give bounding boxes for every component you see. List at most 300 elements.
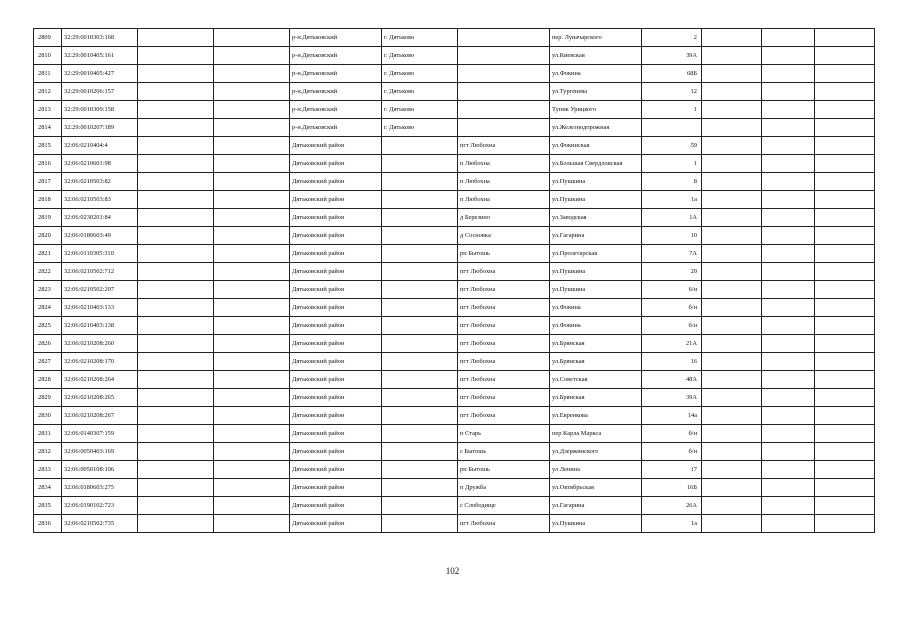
house-number-cell: 20 <box>642 263 702 281</box>
empty-cell <box>702 299 762 317</box>
empty-cell <box>702 479 762 497</box>
empty-cell <box>815 173 875 191</box>
cadastral-number-cell: 32:29:0010405:161 <box>62 47 138 65</box>
settlement-cell: пгт Любохна <box>458 335 550 353</box>
empty-cell <box>214 281 290 299</box>
district-cell: Дятьковский район <box>290 371 382 389</box>
empty-cell <box>762 227 815 245</box>
cadastral-number-cell: 32:06:0210503:82 <box>62 173 138 191</box>
table-row <box>34 263 875 281</box>
house-number-cell: 59 <box>642 137 702 155</box>
empty-cell <box>762 281 815 299</box>
house-number-cell: б/н <box>642 425 702 443</box>
empty-cell <box>214 497 290 515</box>
empty-cell <box>815 497 875 515</box>
empty-cell <box>138 47 214 65</box>
cadastral-number-cell: 32:06:0210403:133 <box>62 299 138 317</box>
city-cell <box>382 263 458 281</box>
empty-cell <box>138 497 214 515</box>
settlement-cell <box>458 101 550 119</box>
empty-cell <box>815 353 875 371</box>
empty-cell <box>214 47 290 65</box>
empty-cell <box>815 317 875 335</box>
city-cell <box>382 245 458 263</box>
empty-cell <box>214 317 290 335</box>
street-cell: ул.Заводская <box>550 209 642 227</box>
empty-cell <box>214 173 290 191</box>
house-number-cell: 1 <box>642 101 702 119</box>
city-cell <box>382 173 458 191</box>
table-row <box>34 479 875 497</box>
cadastral-number-cell: 32:06:0210502:712 <box>62 263 138 281</box>
table-row <box>34 281 875 299</box>
city-cell <box>382 443 458 461</box>
empty-cell <box>762 497 815 515</box>
street-cell: Тупик Урицкого <box>550 101 642 119</box>
empty-cell <box>702 119 762 137</box>
city-cell: г. Дятьково <box>382 119 458 137</box>
row-number-cell: 2819 <box>34 209 62 227</box>
row-number-cell: 2830 <box>34 407 62 425</box>
cadastral-number-cell: 32:06:0210403:138 <box>62 317 138 335</box>
cadastral-number-cell: 32:06:0210208:264 <box>62 371 138 389</box>
city-cell: г. Дятьково <box>382 29 458 47</box>
empty-cell <box>214 299 290 317</box>
cadastral-number-cell: 32:06:0210601:98 <box>62 155 138 173</box>
empty-cell <box>762 119 815 137</box>
table-row <box>34 245 875 263</box>
empty-cell <box>214 29 290 47</box>
table-row <box>34 83 875 101</box>
row-number-cell: 2836 <box>34 515 62 533</box>
street-cell: пер Карла Маркса <box>550 425 642 443</box>
empty-cell <box>138 65 214 83</box>
house-number-cell <box>642 119 702 137</box>
empty-cell <box>762 65 815 83</box>
empty-cell <box>762 443 815 461</box>
empty-cell <box>138 281 214 299</box>
street-cell: ул.Тургенева <box>550 83 642 101</box>
district-cell: Дятьковский район <box>290 407 382 425</box>
empty-cell <box>138 83 214 101</box>
house-number-cell: 16 <box>642 353 702 371</box>
cadastral-number-cell: 32:06:0180603:49 <box>62 227 138 245</box>
empty-cell <box>815 191 875 209</box>
empty-cell <box>702 245 762 263</box>
city-cell <box>382 515 458 533</box>
district-cell: Дятьковский район <box>290 497 382 515</box>
empty-cell <box>214 101 290 119</box>
house-number-cell: б/н <box>642 299 702 317</box>
empty-cell <box>702 263 762 281</box>
settlement-cell: пгт Любохна <box>458 317 550 335</box>
city-cell <box>382 479 458 497</box>
table-row <box>34 443 875 461</box>
street-cell: ул.Большая Свердловская <box>550 155 642 173</box>
cadastral-number-cell: 32:06:0210502:207 <box>62 281 138 299</box>
table-row <box>34 101 875 119</box>
district-cell: Дятьковский район <box>290 245 382 263</box>
settlement-cell: п Любохна <box>458 191 550 209</box>
empty-cell <box>138 209 214 227</box>
empty-cell <box>815 515 875 533</box>
settlement-cell: п Старь <box>458 425 550 443</box>
district-cell: Дятьковский район <box>290 191 382 209</box>
street-cell: ул.Пушкина <box>550 263 642 281</box>
cadastral-number-cell: 32:06:0210208:170 <box>62 353 138 371</box>
settlement-cell: пгт Любохна <box>458 353 550 371</box>
row-number-cell: 2827 <box>34 353 62 371</box>
empty-cell <box>762 209 815 227</box>
table-row <box>34 515 875 533</box>
district-cell: Дятьковский район <box>290 317 382 335</box>
district-cell: Дятьковский район <box>290 515 382 533</box>
street-cell: ул.Октябрьская <box>550 479 642 497</box>
cadastral-number-cell: 32:06:0050108:106 <box>62 461 138 479</box>
district-cell: Дятьковский район <box>290 209 382 227</box>
empty-cell <box>815 281 875 299</box>
empty-cell <box>702 425 762 443</box>
empty-cell <box>702 83 762 101</box>
house-number-cell: 1А <box>642 209 702 227</box>
settlement-cell: пгт Любохна <box>458 389 550 407</box>
settlement-cell: пгт Любохна <box>458 515 550 533</box>
cadastral-number-cell: 32:06:0140307:159 <box>62 425 138 443</box>
empty-cell <box>214 263 290 281</box>
table-row <box>34 299 875 317</box>
empty-cell <box>815 299 875 317</box>
empty-cell <box>762 137 815 155</box>
empty-cell <box>762 479 815 497</box>
cadastral-number-cell: 32:06:0210503:83 <box>62 191 138 209</box>
empty-cell <box>702 29 762 47</box>
cadastral-number-cell: 32:06:0110305:310 <box>62 245 138 263</box>
empty-cell <box>702 65 762 83</box>
city-cell <box>382 335 458 353</box>
settlement-cell <box>458 29 550 47</box>
street-cell: ул.Пушкина <box>550 191 642 209</box>
city-cell <box>382 317 458 335</box>
city-cell <box>382 209 458 227</box>
city-cell <box>382 425 458 443</box>
city-cell: г. Дятьково <box>382 47 458 65</box>
city-cell <box>382 137 458 155</box>
empty-cell <box>762 371 815 389</box>
table-row <box>34 29 875 47</box>
empty-cell <box>214 353 290 371</box>
empty-cell <box>214 407 290 425</box>
cadastral-number-cell: 32:06:0050403:169 <box>62 443 138 461</box>
district-cell: р-н.Дятьковский <box>290 83 382 101</box>
house-number-cell: 16Б <box>642 479 702 497</box>
cadastral-number-cell: 32:06:0210208:265 <box>62 389 138 407</box>
table-row <box>34 119 875 137</box>
empty-cell <box>815 83 875 101</box>
city-cell <box>382 281 458 299</box>
empty-cell <box>214 155 290 173</box>
cadastral-number-cell: 32:29:0010206:157 <box>62 83 138 101</box>
empty-cell <box>762 389 815 407</box>
empty-cell <box>214 209 290 227</box>
empty-cell <box>214 65 290 83</box>
cadastral-number-cell: 32:06:0210404:4 <box>62 137 138 155</box>
empty-cell <box>702 173 762 191</box>
empty-cell <box>702 443 762 461</box>
empty-cell <box>138 515 214 533</box>
empty-cell <box>815 479 875 497</box>
empty-cell <box>138 245 214 263</box>
street-cell: ул.Евренкова <box>550 407 642 425</box>
city-cell <box>382 191 458 209</box>
empty-cell <box>138 335 214 353</box>
empty-cell <box>138 317 214 335</box>
empty-cell <box>138 137 214 155</box>
empty-cell <box>815 335 875 353</box>
district-cell: Дятьковский район <box>290 443 382 461</box>
cadastral-number-cell: 32:06:0210502:735 <box>62 515 138 533</box>
row-number-cell: 2825 <box>34 317 62 335</box>
street-cell: ул.Пушкина <box>550 173 642 191</box>
empty-cell <box>214 245 290 263</box>
empty-cell <box>702 497 762 515</box>
empty-cell <box>815 155 875 173</box>
district-cell: Дятьковский район <box>290 173 382 191</box>
district-cell: Дятьковский район <box>290 137 382 155</box>
district-cell: Дятьковский район <box>290 299 382 317</box>
empty-cell <box>214 119 290 137</box>
house-number-cell: 10 <box>642 227 702 245</box>
empty-cell <box>214 425 290 443</box>
house-number-cell: 14а <box>642 407 702 425</box>
registry-table-body <box>34 29 875 533</box>
empty-cell <box>762 173 815 191</box>
empty-cell <box>138 407 214 425</box>
district-cell: Дятьковский район <box>290 353 382 371</box>
street-cell: ул.Советская <box>550 371 642 389</box>
district-cell: Дятьковский район <box>290 263 382 281</box>
house-number-cell: 26А <box>642 497 702 515</box>
empty-cell <box>214 461 290 479</box>
district-cell: Дятьковский район <box>290 281 382 299</box>
table-row <box>34 407 875 425</box>
district-cell: р-н.Дятьковский <box>290 65 382 83</box>
house-number-cell: 21А <box>642 335 702 353</box>
district-cell: р-н.Дятьковский <box>290 119 382 137</box>
street-cell: ул.Дзержинского <box>550 443 642 461</box>
row-number-cell: 2812 <box>34 83 62 101</box>
empty-cell <box>702 281 762 299</box>
empty-cell <box>214 479 290 497</box>
empty-cell <box>138 155 214 173</box>
house-number-cell: 6/н <box>642 281 702 299</box>
registry-table <box>33 28 875 533</box>
empty-cell <box>702 407 762 425</box>
empty-cell <box>702 389 762 407</box>
empty-cell <box>815 101 875 119</box>
row-number-cell: 2816 <box>34 155 62 173</box>
table-row <box>34 173 875 191</box>
street-cell: ул Ленина <box>550 461 642 479</box>
empty-cell <box>702 137 762 155</box>
empty-cell <box>138 173 214 191</box>
street-cell: ул.Брянская <box>550 353 642 371</box>
empty-cell <box>762 299 815 317</box>
street-cell: ул.Гагарина <box>550 497 642 515</box>
row-number-cell: 2832 <box>34 443 62 461</box>
empty-cell <box>702 101 762 119</box>
settlement-cell <box>458 119 550 137</box>
page-number: 102 <box>445 566 460 576</box>
district-cell: Дятьковский район <box>290 425 382 443</box>
cadastral-number-cell: 32:29:0010405:427 <box>62 65 138 83</box>
settlement-cell: п Дружба <box>458 479 550 497</box>
street-cell: ул.Брянская <box>550 389 642 407</box>
empty-cell <box>815 263 875 281</box>
settlement-cell: с Бытошь <box>458 443 550 461</box>
empty-cell <box>702 515 762 533</box>
settlement-cell: пгт Любохна <box>458 281 550 299</box>
settlement-cell: пгт Любохна <box>458 407 550 425</box>
row-number-cell: 2820 <box>34 227 62 245</box>
row-number-cell: 2813 <box>34 101 62 119</box>
row-number-cell: 2811 <box>34 65 62 83</box>
row-number-cell: 2815 <box>34 137 62 155</box>
street-cell: ул.Пушкина <box>550 515 642 533</box>
row-number-cell: 2809 <box>34 29 62 47</box>
table-row <box>34 353 875 371</box>
street-cell: ул.Фокинская <box>550 137 642 155</box>
empty-cell <box>702 371 762 389</box>
city-cell: г. Дятьково <box>382 83 458 101</box>
empty-cell <box>214 335 290 353</box>
empty-cell <box>138 101 214 119</box>
empty-cell <box>815 461 875 479</box>
cadastral-number-cell: 32:29:0010207:189 <box>62 119 138 137</box>
empty-cell <box>815 245 875 263</box>
table-row <box>34 137 875 155</box>
empty-cell <box>138 227 214 245</box>
row-number-cell: 2828 <box>34 371 62 389</box>
settlement-cell: рп Бытошь <box>458 461 550 479</box>
empty-cell <box>214 389 290 407</box>
city-cell <box>382 155 458 173</box>
settlement-cell <box>458 65 550 83</box>
empty-cell <box>702 155 762 173</box>
district-cell: Дятьковский район <box>290 461 382 479</box>
empty-cell <box>702 461 762 479</box>
street-cell: ул.Брянская <box>550 335 642 353</box>
table-row <box>34 461 875 479</box>
table-row <box>34 371 875 389</box>
empty-cell <box>138 371 214 389</box>
cadastral-number-cell: 32:06:0210208:267 <box>62 407 138 425</box>
house-number-cell: 1а <box>642 515 702 533</box>
cadastral-number-cell: 32:06:0180603:275 <box>62 479 138 497</box>
street-cell: ул.Фокина <box>550 317 642 335</box>
city-cell <box>382 299 458 317</box>
house-number-cell: б/н <box>642 443 702 461</box>
empty-cell <box>702 191 762 209</box>
table-row <box>34 317 875 335</box>
row-number-cell: 2818 <box>34 191 62 209</box>
cadastral-number-cell: 32:29:0010309:158 <box>62 101 138 119</box>
house-number-cell: 17 <box>642 461 702 479</box>
settlement-cell: пгт Любохна <box>458 371 550 389</box>
row-number-cell: 2833 <box>34 461 62 479</box>
settlement-cell: пгт Любохна <box>458 137 550 155</box>
cadastral-number-cell: 32:06:0190102:723 <box>62 497 138 515</box>
house-number-cell: 68Б <box>642 65 702 83</box>
cadastral-number-cell: 32:06:0210208:260 <box>62 335 138 353</box>
district-cell: Дятьковский район <box>290 479 382 497</box>
empty-cell <box>702 227 762 245</box>
table-row <box>34 389 875 407</box>
city-cell <box>382 461 458 479</box>
row-number-cell: 2817 <box>34 173 62 191</box>
settlement-cell: рп Бытошь <box>458 245 550 263</box>
empty-cell <box>138 263 214 281</box>
settlement-cell: д Сосновка <box>458 227 550 245</box>
empty-cell <box>815 47 875 65</box>
district-cell: Дятьковский район <box>290 155 382 173</box>
city-cell <box>382 227 458 245</box>
city-cell <box>382 389 458 407</box>
empty-cell <box>815 209 875 227</box>
empty-cell <box>138 479 214 497</box>
empty-cell <box>138 425 214 443</box>
street-cell: ул.Железнодорожная <box>550 119 642 137</box>
empty-cell <box>702 317 762 335</box>
house-number-cell: 1 <box>642 155 702 173</box>
empty-cell <box>702 47 762 65</box>
house-number-cell: б/н <box>642 317 702 335</box>
district-cell: Дятьковский район <box>290 335 382 353</box>
settlement-cell: п Любохна <box>458 155 550 173</box>
row-number-cell: 2822 <box>34 263 62 281</box>
empty-cell <box>214 191 290 209</box>
empty-cell <box>138 443 214 461</box>
table-row <box>34 335 875 353</box>
empty-cell <box>762 461 815 479</box>
empty-cell <box>815 29 875 47</box>
empty-cell <box>138 353 214 371</box>
empty-cell <box>762 425 815 443</box>
settlement-cell <box>458 83 550 101</box>
house-number-cell: 7А <box>642 245 702 263</box>
house-number-cell: 12 <box>642 83 702 101</box>
table-row <box>34 47 875 65</box>
row-number-cell: 2810 <box>34 47 62 65</box>
table-row <box>34 191 875 209</box>
city-cell <box>382 371 458 389</box>
row-number-cell: 2826 <box>34 335 62 353</box>
empty-cell <box>762 245 815 263</box>
cadastral-number-cell: 32:29:0010303:168 <box>62 29 138 47</box>
district-cell: Дятьковский район <box>290 227 382 245</box>
row-number-cell: 2814 <box>34 119 62 137</box>
empty-cell <box>138 119 214 137</box>
settlement-cell: п Любохна <box>458 173 550 191</box>
empty-cell <box>762 353 815 371</box>
empty-cell <box>815 65 875 83</box>
house-number-cell: 48А <box>642 371 702 389</box>
empty-cell <box>214 515 290 533</box>
empty-cell <box>815 137 875 155</box>
empty-cell <box>762 101 815 119</box>
empty-cell <box>138 299 214 317</box>
empty-cell <box>214 83 290 101</box>
city-cell <box>382 407 458 425</box>
